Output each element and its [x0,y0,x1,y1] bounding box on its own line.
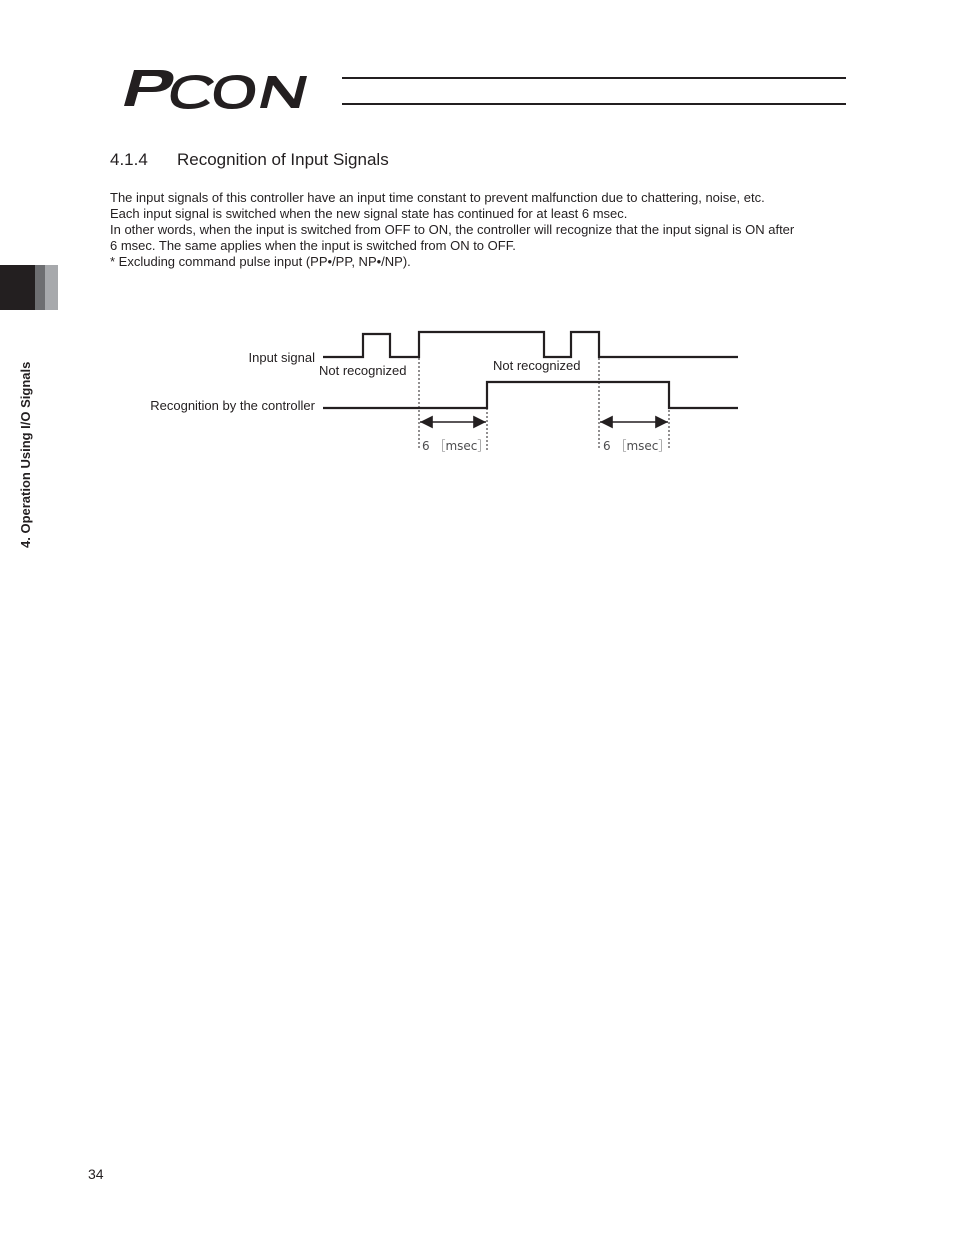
section-title: Recognition of Input Signals [177,150,389,169]
paragraph-line: In other words, when the input is switched from OFF to ON, the controller will recognize that the input signal is ON after [110,222,795,237]
chapter-tab-marker [0,265,58,310]
recognition-label: Recognition by the controller [150,398,315,413]
body-paragraph [110,190,850,270]
paragraph-line: 6 msec. The same applies when the input is switched from ON to OFF. [110,238,516,253]
page-number: 34 [88,1166,104,1182]
section-number: 4.1.4 [110,150,148,169]
paragraph-line: The input signals of this controller have an input time constant to prevent malfunction due to chattering, noise, etc. [110,190,765,205]
timing-diagram [0,320,954,460]
recognition-waveform [323,382,738,408]
not-recognized-label: Not recognized [493,358,581,373]
header-rule-top [342,77,846,79]
header-rules [342,77,846,107]
input-signal-label: Input signal [248,350,315,365]
chapter-tab-label: 4. Operation Using I/O Signals [18,361,33,548]
delay-label: 6 ［msec］ [422,439,490,453]
footnote-line: * Excluding command pulse input (PP•/PP, NP•/NP). [110,254,411,269]
delay-label: 6 ［msec］ [603,439,671,453]
section-heading [110,150,389,170]
input-signal-waveform [323,332,738,357]
header-rule-bottom [342,103,846,105]
not-recognized-label: Not recognized [319,363,407,378]
paragraph-line: Each input signal is switched when the new signal state has continued for at least 6 msec. [110,206,628,221]
